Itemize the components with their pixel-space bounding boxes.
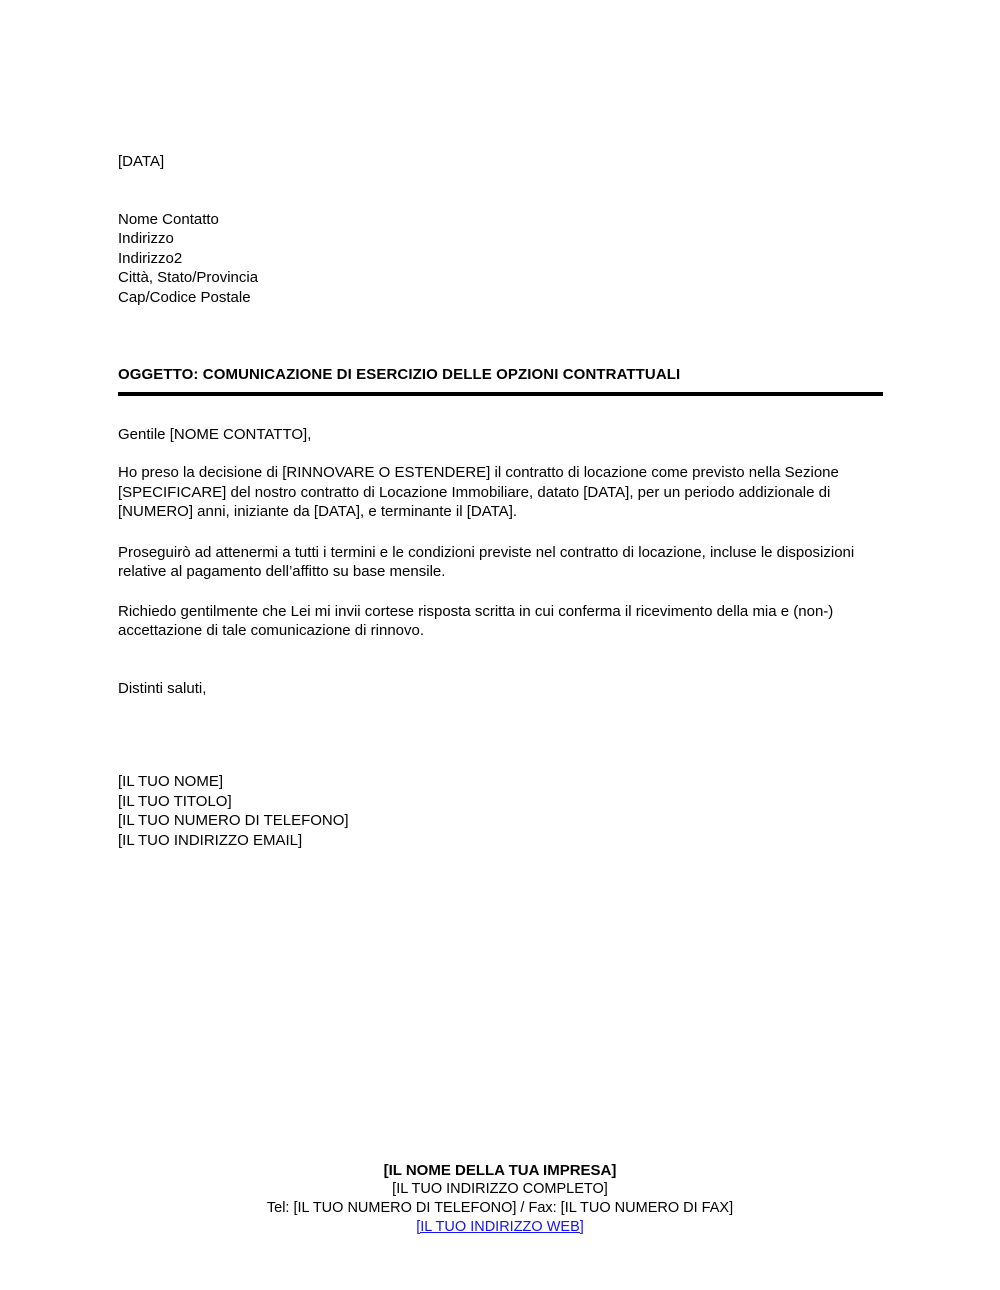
recipient-address-line2: Indirizzo2 [118, 249, 183, 267]
body-paragraph-3: Richiedo gentilmente che Lei mi invii cortese risposta scritta in cui conferma il ricevimento della mia e (non-) accettazione di tale comunicazione di rinnovo. [118, 602, 834, 639]
signature-phone: [IL TUO NUMERO DI TELEFONO] [118, 812, 349, 829]
footer-address: [IL TUO INDIRIZZO COMPLETO] [392, 1181, 608, 1197]
letter-footer [0, 1161, 1000, 1237]
closing-salutation: Distinti saluti, [118, 679, 207, 697]
signature-name: [IL TUO NOME] [118, 773, 224, 790]
footer-tel-fax: Tel: [IL TUO NUMERO DI TELEFONO] / Fax: [IL TUO NUMERO DI FAX] [266, 1200, 734, 1216]
recipient-address-block [118, 210, 883, 308]
letter-content [118, 152, 883, 850]
signature-block [118, 772, 883, 850]
body-paragraph-1: Ho preso la decisione di [RINNOVARE O ESTENDERE] il contratto di locazione come previsto nella Sezione [SPECIFICARE] del nostro contratto di Locazione Immobiliare, datato [DATA], per un periodo addizionale di [NUMERO] anni, iniziante da [DATA], e terminante il [DATA]. [118, 464, 839, 520]
date-placeholder: [DATA] [118, 153, 165, 170]
footer-company-name: [IL NOME DELLA TUA IMPRESA] [383, 1162, 617, 1179]
body-paragraph-2: Proseguirò ad attenermi a tutti i termini e le condizioni previste nel contratto di locazione, incluse le disposizioni relative al pagamento dell’affitto su base mensile. [118, 543, 855, 580]
recipient-address-line1: Indirizzo [118, 230, 174, 247]
salutation: Gentile [NOME CONTATTO], [118, 425, 312, 443]
recipient-postal-code: Cap/Codice Postale [118, 288, 251, 306]
recipient-city-state: Città, Stato/Provincia [118, 269, 259, 286]
footer-web-line [0, 1218, 1000, 1237]
footer-web-link[interactable]: [IL TUO INDIRIZZO WEB] [416, 1219, 584, 1235]
subject-divider-rule [118, 392, 883, 396]
recipient-name: Nome Contatto [118, 210, 219, 228]
subject-heading: OGGETTO: COMUNICAZIONE DI ESERCIZIO DELLE OPZIONI CONTRATTUALI [118, 366, 681, 383]
signature-title: [IL TUO TITOLO] [118, 792, 232, 810]
signature-email: [IL TUO INDIRIZZO EMAIL] [118, 831, 303, 849]
